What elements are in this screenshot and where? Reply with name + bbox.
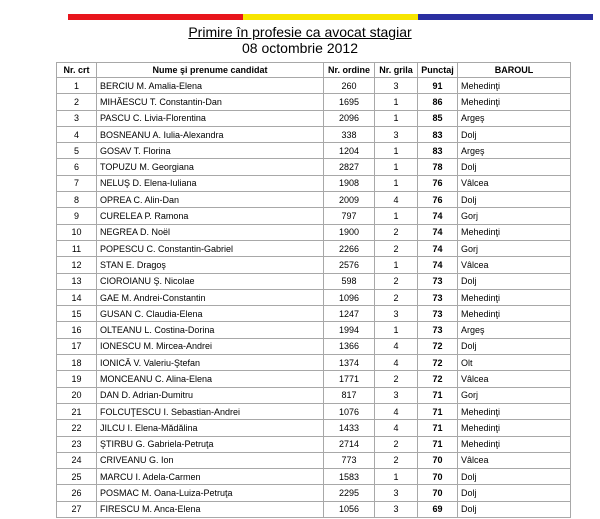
- cell-name: GAE M. Andrei-Constantin: [97, 289, 324, 305]
- cell-baroul: Gorj: [458, 240, 571, 256]
- cell-name: JILCU I. Elena-Mădălina: [97, 420, 324, 436]
- header-name: Nume şi prenume candidat: [97, 63, 324, 78]
- table-row: [57, 501, 571, 517]
- cell-name: MONCEANU C. Alina-Elena: [97, 371, 324, 387]
- cell-nr-crt: 22: [57, 420, 97, 436]
- table-header-row: [57, 63, 571, 78]
- cell-nr-grila: 3: [375, 306, 418, 322]
- cell-nr-ordine: 1366: [324, 338, 375, 354]
- cell-nr-ordine: 2009: [324, 192, 375, 208]
- cell-baroul: Dolj: [458, 485, 571, 501]
- cell-nr-ordine: 2576: [324, 257, 375, 273]
- table-row: [57, 485, 571, 501]
- cell-baroul: Mehedinţi: [458, 436, 571, 452]
- cell-punctaj: 72: [418, 338, 458, 354]
- cell-nr-ordine: 1204: [324, 143, 375, 159]
- cell-baroul: Argeş: [458, 110, 571, 126]
- cell-nr-ordine: 2266: [324, 240, 375, 256]
- cell-nr-grila: 2: [375, 436, 418, 452]
- cell-name: BERCIU M. Amalia-Elena: [97, 78, 324, 94]
- table-row: [57, 289, 571, 305]
- table-row: [57, 322, 571, 338]
- cell-nr-ordine: 817: [324, 387, 375, 403]
- cell-baroul: Gorj: [458, 208, 571, 224]
- table-row: [57, 338, 571, 354]
- cell-nr-ordine: 1433: [324, 420, 375, 436]
- cell-nr-crt: 27: [57, 501, 97, 517]
- table-row: [57, 208, 571, 224]
- cell-nr-crt: 20: [57, 387, 97, 403]
- table-row: [57, 306, 571, 322]
- cell-name: ŞTIRBU G. Gabriela-Petruţa: [97, 436, 324, 452]
- cell-baroul: Olt: [458, 355, 571, 371]
- cell-name: CRIVEANU G. Ion: [97, 452, 324, 468]
- cell-nr-crt: 24: [57, 452, 97, 468]
- cell-nr-ordine: 1096: [324, 289, 375, 305]
- cell-nr-ordine: 2096: [324, 110, 375, 126]
- cell-nr-crt: 5: [57, 143, 97, 159]
- cell-name: FOLCUŢESCU I. Sebastian-Andrei: [97, 403, 324, 419]
- cell-name: GOSAV T. Florina: [97, 143, 324, 159]
- cell-nr-crt: 9: [57, 208, 97, 224]
- cell-name: OLTEANU L. Costina-Dorina: [97, 322, 324, 338]
- cell-nr-grila: 1: [375, 143, 418, 159]
- cell-nr-crt: 7: [57, 175, 97, 191]
- header-baroul: BAROUL: [458, 63, 571, 78]
- table-row: [57, 257, 571, 273]
- cell-punctaj: 86: [418, 94, 458, 110]
- table-row: [57, 175, 571, 191]
- cell-nr-grila: 2: [375, 224, 418, 240]
- document-date: 08 octombrie 2012: [242, 40, 358, 56]
- cell-punctaj: 73: [418, 306, 458, 322]
- cell-baroul: Vâlcea: [458, 257, 571, 273]
- cell-punctaj: 76: [418, 192, 458, 208]
- cell-nr-ordine: 1900: [324, 224, 375, 240]
- cell-name: POSMAC M. Oana-Luiza-Petruţa: [97, 485, 324, 501]
- cell-nr-ordine: 1771: [324, 371, 375, 387]
- cell-nr-ordine: 598: [324, 273, 375, 289]
- header-punctaj: Punctaj: [418, 63, 458, 78]
- cell-nr-crt: 19: [57, 371, 97, 387]
- cell-baroul: Mehedinţi: [458, 78, 571, 94]
- header-nr-ordine: Nr. ordine: [324, 63, 375, 78]
- cell-nr-grila: 1: [375, 208, 418, 224]
- cell-name: BOSNEANU A. Iulia-Alexandra: [97, 126, 324, 142]
- table-row: [57, 273, 571, 289]
- cell-punctaj: 71: [418, 403, 458, 419]
- cell-punctaj: 74: [418, 257, 458, 273]
- table-row: [57, 159, 571, 175]
- cell-nr-grila: 1: [375, 159, 418, 175]
- table-row: [57, 143, 571, 159]
- cell-nr-grila: 4: [375, 420, 418, 436]
- cell-baroul: Dolj: [458, 469, 571, 485]
- table-row: [57, 224, 571, 240]
- cell-name: PASCU C. Livia-Florentina: [97, 110, 324, 126]
- cell-name: POPESCU C. Constantin-Gabriel: [97, 240, 324, 256]
- cell-nr-grila: 4: [375, 355, 418, 371]
- cell-nr-ordine: 2295: [324, 485, 375, 501]
- table-row: [57, 371, 571, 387]
- cell-baroul: Argeş: [458, 322, 571, 338]
- cell-punctaj: 73: [418, 322, 458, 338]
- cell-punctaj: 74: [418, 208, 458, 224]
- cell-punctaj: 73: [418, 273, 458, 289]
- cell-nr-ordine: 1908: [324, 175, 375, 191]
- cell-punctaj: 72: [418, 355, 458, 371]
- cell-baroul: Dolj: [458, 126, 571, 142]
- table-row: [57, 452, 571, 468]
- cell-nr-crt: 16: [57, 322, 97, 338]
- header-nr-grila: Nr. grila: [375, 63, 418, 78]
- cell-baroul: Argeş: [458, 143, 571, 159]
- cell-baroul: Mehedinţi: [458, 403, 571, 419]
- cell-nr-grila: 3: [375, 501, 418, 517]
- table-row: [57, 387, 571, 403]
- cell-punctaj: 70: [418, 485, 458, 501]
- cell-baroul: Vâlcea: [458, 371, 571, 387]
- table-row: [57, 78, 571, 94]
- flag-red-stripe: [68, 14, 243, 20]
- cell-baroul: Vâlcea: [458, 175, 571, 191]
- cell-name: GUSAN C. Claudia-Elena: [97, 306, 324, 322]
- cell-baroul: Mehedinţi: [458, 94, 571, 110]
- cell-nr-ordine: 2827: [324, 159, 375, 175]
- cell-nr-crt: 23: [57, 436, 97, 452]
- cell-nr-grila: 1: [375, 257, 418, 273]
- cell-nr-crt: 18: [57, 355, 97, 371]
- cell-name: CIOROIANU Ş. Nicolae: [97, 273, 324, 289]
- cell-nr-ordine: 260: [324, 78, 375, 94]
- cell-punctaj: 83: [418, 126, 458, 142]
- cell-baroul: Mehedinţi: [458, 224, 571, 240]
- cell-nr-crt: 3: [57, 110, 97, 126]
- cell-nr-grila: 2: [375, 273, 418, 289]
- cell-nr-grila: 2: [375, 240, 418, 256]
- cell-baroul: Gorj: [458, 387, 571, 403]
- cell-punctaj: 83: [418, 143, 458, 159]
- cell-nr-crt: 2: [57, 94, 97, 110]
- flag-blue-stripe: [418, 14, 593, 20]
- cell-nr-ordine: 1247: [324, 306, 375, 322]
- table-row: [57, 94, 571, 110]
- table-row: [57, 126, 571, 142]
- cell-name: CURELEA P. Ramona: [97, 208, 324, 224]
- cell-name: MARCU I. Adela-Carmen: [97, 469, 324, 485]
- cell-nr-grila: 2: [375, 371, 418, 387]
- cell-punctaj: 69: [418, 501, 458, 517]
- cell-punctaj: 91: [418, 78, 458, 94]
- cell-nr-grila: 2: [375, 289, 418, 305]
- cell-nr-grila: 3: [375, 126, 418, 142]
- cell-nr-ordine: 2714: [324, 436, 375, 452]
- cell-nr-crt: 1: [57, 78, 97, 94]
- cell-punctaj: 78: [418, 159, 458, 175]
- cell-nr-crt: 25: [57, 469, 97, 485]
- cell-nr-crt: 10: [57, 224, 97, 240]
- cell-nr-grila: 3: [375, 78, 418, 94]
- cell-nr-grila: 1: [375, 322, 418, 338]
- cell-baroul: Vâlcea: [458, 452, 571, 468]
- cell-nr-ordine: 1374: [324, 355, 375, 371]
- cell-baroul: Dolj: [458, 501, 571, 517]
- cell-punctaj: 73: [418, 289, 458, 305]
- cell-name: IONICĂ V. Valeriu-Ştefan: [97, 355, 324, 371]
- table-row: [57, 240, 571, 256]
- cell-name: IONESCU M. Mircea-Andrei: [97, 338, 324, 354]
- cell-punctaj: 70: [418, 469, 458, 485]
- cell-baroul: Mehedinţi: [458, 289, 571, 305]
- cell-nr-crt: 13: [57, 273, 97, 289]
- table-row: [57, 469, 571, 485]
- cell-baroul: Dolj: [458, 159, 571, 175]
- cell-nr-grila: 1: [375, 110, 418, 126]
- cell-name: OPREA C. Alin-Dan: [97, 192, 324, 208]
- cell-nr-grila: 3: [375, 387, 418, 403]
- table-row: [57, 355, 571, 371]
- cell-nr-grila: 1: [375, 175, 418, 191]
- cell-nr-grila: 3: [375, 485, 418, 501]
- table-row: [57, 192, 571, 208]
- candidates-table: [56, 62, 571, 518]
- cell-nr-crt: 4: [57, 126, 97, 142]
- cell-nr-ordine: 773: [324, 452, 375, 468]
- cell-nr-ordine: 1056: [324, 501, 375, 517]
- cell-nr-crt: 15: [57, 306, 97, 322]
- cell-punctaj: 74: [418, 224, 458, 240]
- cell-punctaj: 76: [418, 175, 458, 191]
- cell-nr-ordine: 1076: [324, 403, 375, 419]
- cell-nr-grila: 2: [375, 452, 418, 468]
- cell-punctaj: 72: [418, 371, 458, 387]
- cell-nr-ordine: 1695: [324, 94, 375, 110]
- cell-punctaj: 74: [418, 240, 458, 256]
- cell-nr-grila: 4: [375, 403, 418, 419]
- cell-baroul: Mehedinţi: [458, 306, 571, 322]
- table-row: [57, 420, 571, 436]
- cell-nr-ordine: 1994: [324, 322, 375, 338]
- cell-nr-crt: 14: [57, 289, 97, 305]
- cell-nr-ordine: 797: [324, 208, 375, 224]
- cell-name: FIRESCU M. Anca-Elena: [97, 501, 324, 517]
- cell-name: NEGREA D. Noël: [97, 224, 324, 240]
- cell-nr-ordine: 338: [324, 126, 375, 142]
- cell-baroul: Dolj: [458, 273, 571, 289]
- cell-nr-grila: 4: [375, 338, 418, 354]
- cell-baroul: Dolj: [458, 192, 571, 208]
- table-row: [57, 436, 571, 452]
- cell-nr-ordine: 1583: [324, 469, 375, 485]
- cell-name: STAN E. Dragoş: [97, 257, 324, 273]
- cell-punctaj: 85: [418, 110, 458, 126]
- table-row: [57, 403, 571, 419]
- cell-punctaj: 71: [418, 387, 458, 403]
- cell-baroul: Mehedinţi: [458, 420, 571, 436]
- document-title: Primire în profesie ca avocat stagiar: [188, 24, 412, 40]
- cell-nr-crt: 12: [57, 257, 97, 273]
- flag-yellow-stripe: [243, 14, 418, 20]
- table-row: [57, 110, 571, 126]
- cell-name: TOPUZU M. Georgiana: [97, 159, 324, 175]
- cell-nr-grila: 4: [375, 192, 418, 208]
- cell-punctaj: 71: [418, 436, 458, 452]
- cell-nr-crt: 6: [57, 159, 97, 175]
- cell-nr-crt: 11: [57, 240, 97, 256]
- cell-nr-grila: 1: [375, 94, 418, 110]
- cell-name: NELUŞ D. Elena-Iuliana: [97, 175, 324, 191]
- tricolor-flag-bar: [68, 14, 593, 20]
- cell-baroul: Dolj: [458, 338, 571, 354]
- cell-nr-crt: 21: [57, 403, 97, 419]
- cell-punctaj: 71: [418, 420, 458, 436]
- cell-nr-grila: 1: [375, 469, 418, 485]
- cell-name: DAN D. Adrian-Dumitru: [97, 387, 324, 403]
- cell-nr-crt: 26: [57, 485, 97, 501]
- cell-punctaj: 70: [418, 452, 458, 468]
- header-nr-crt: Nr. crt: [57, 63, 97, 78]
- cell-name: MIHĂESCU T. Constantin-Dan: [97, 94, 324, 110]
- cell-nr-crt: 17: [57, 338, 97, 354]
- cell-nr-crt: 8: [57, 192, 97, 208]
